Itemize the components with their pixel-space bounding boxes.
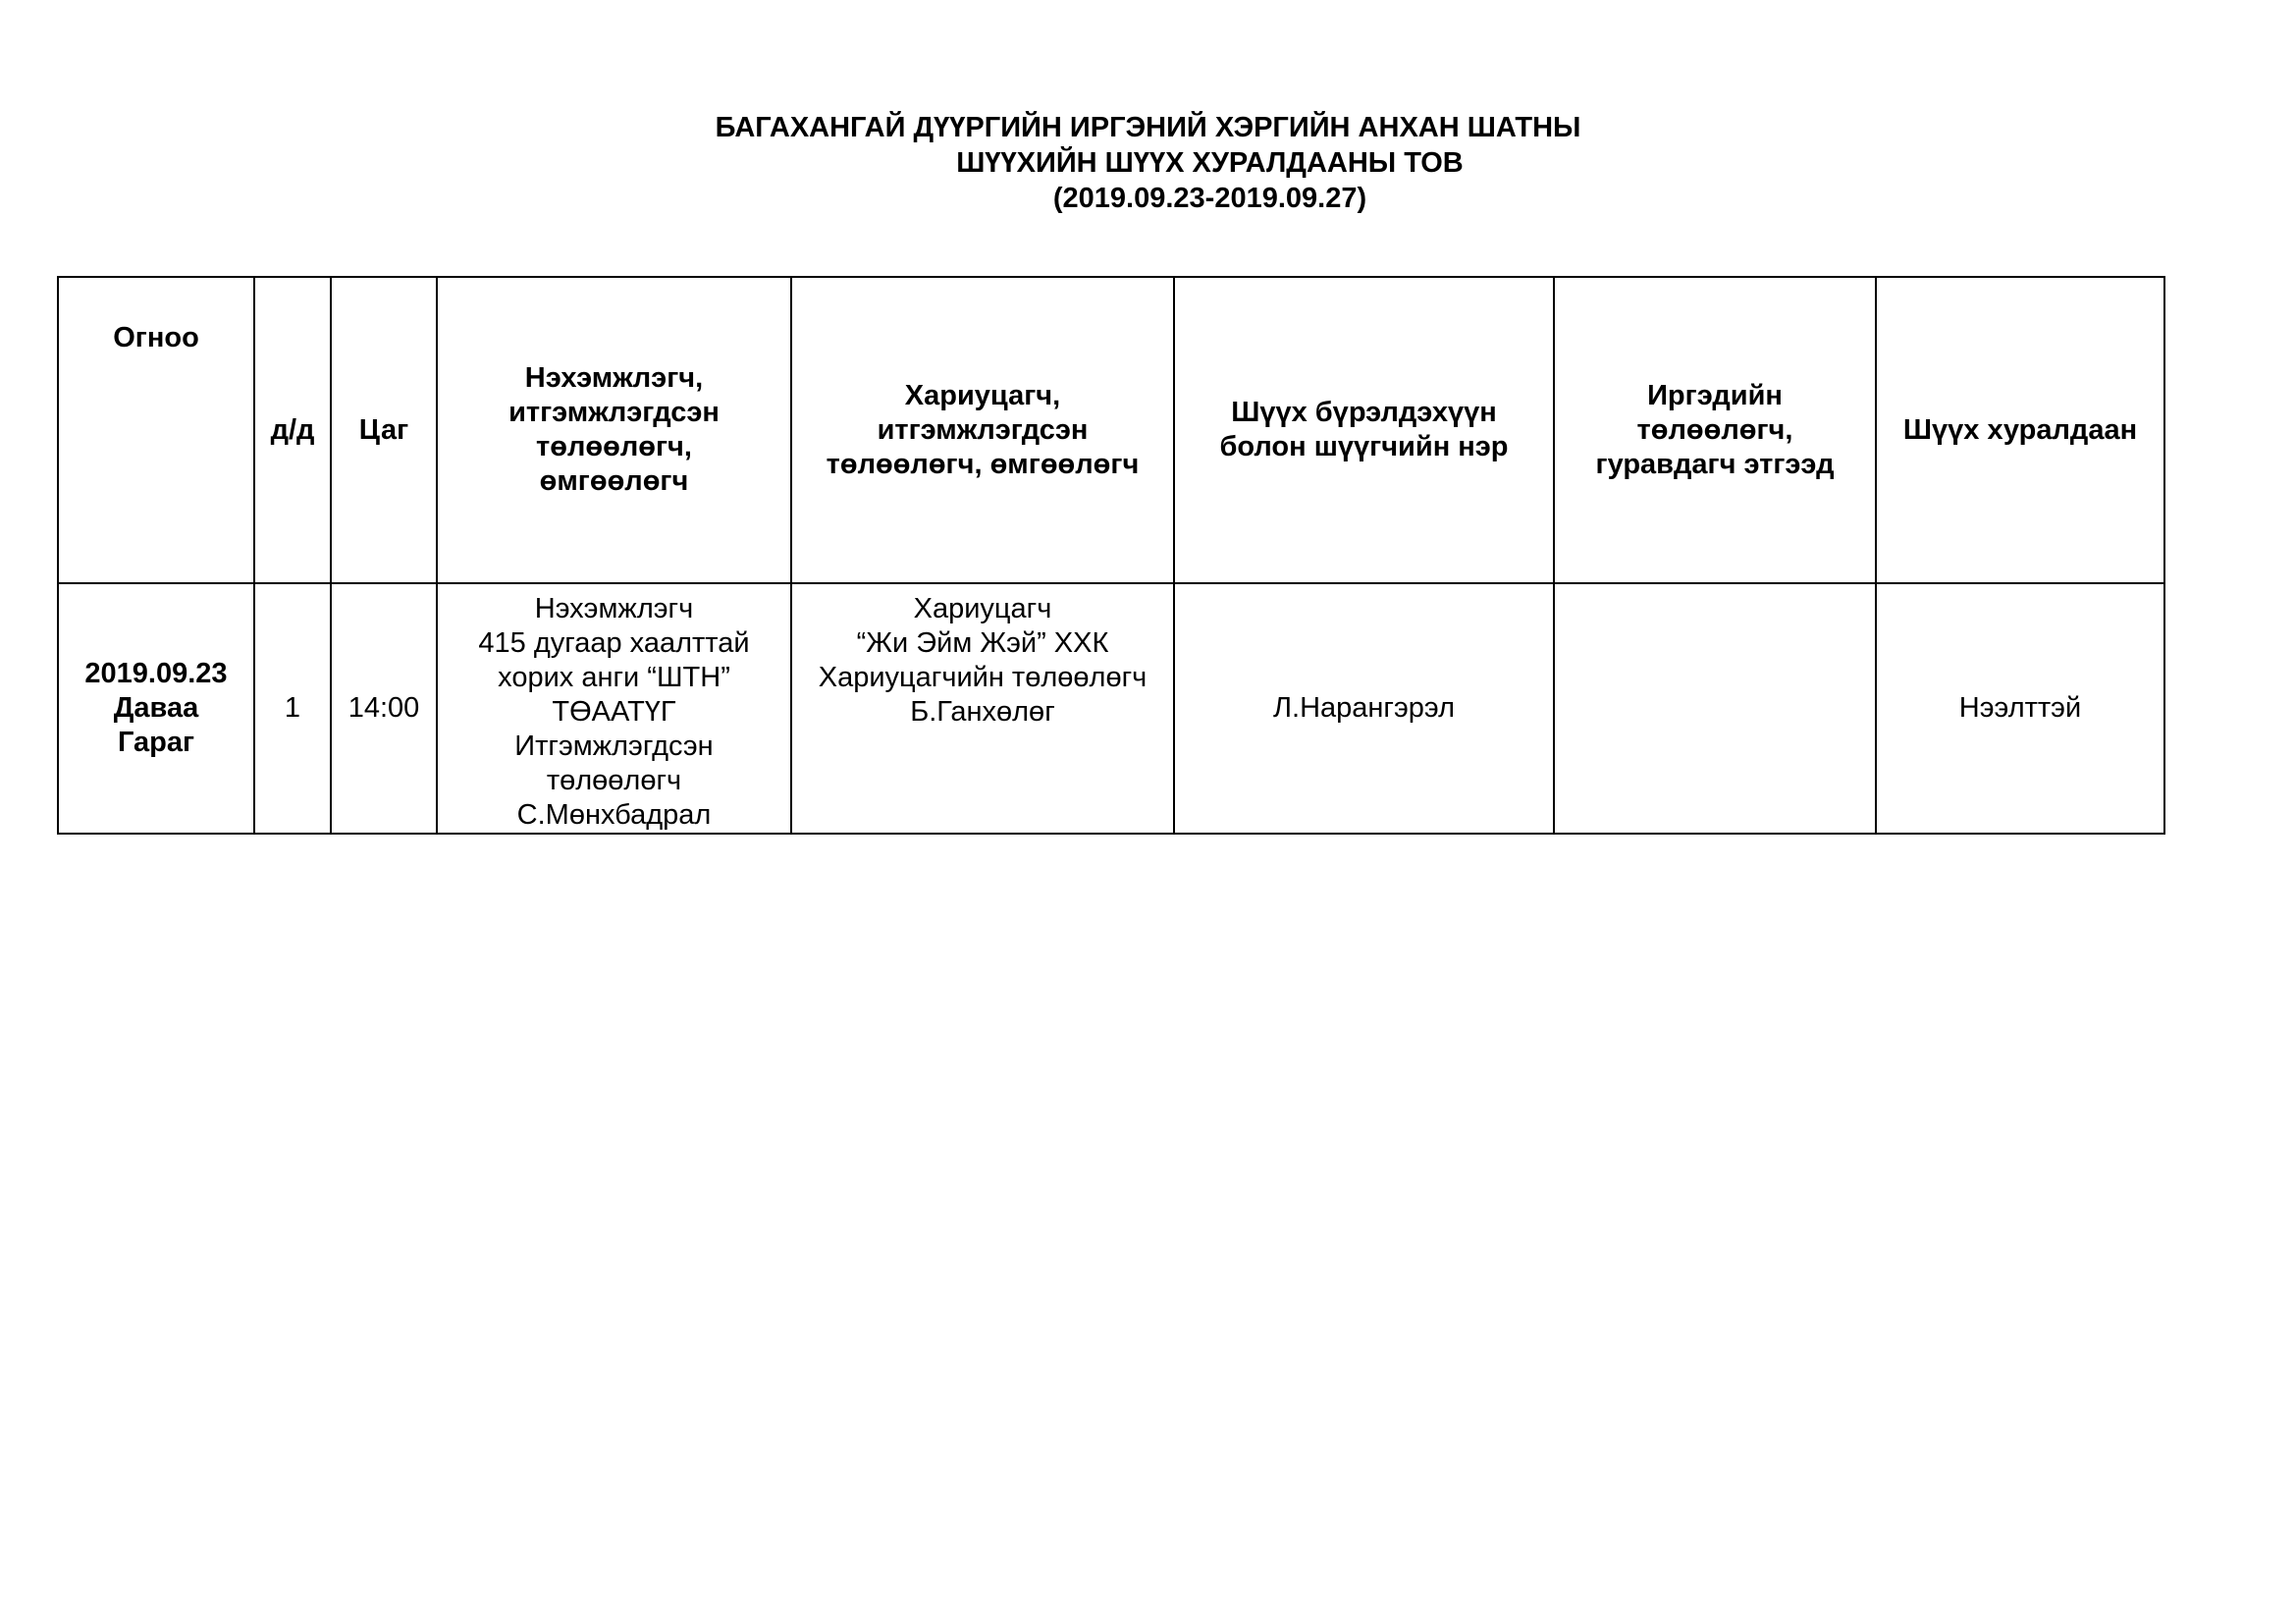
cell-number: 1 [254, 583, 331, 834]
cell-time: 14:00 [331, 583, 437, 834]
header-plaintiff: Нэхэмжлэгч, итгэмжлэгдсэн төлөөлөгч, өмгөөлөгч [437, 277, 791, 583]
title-line-3: (2019.09.23-2019.09.27) [1052, 183, 1367, 214]
cell-citizen-rep [1554, 583, 1876, 834]
header-judge: Шүүх бүрэлдэхүүн болон шүүгчийн нэр [1174, 277, 1554, 583]
title-line-1: БАГАХАНГАЙ ДҮҮРГИЙН ИРГЭНИЙ ХЭРГИЙН АНХАН ШАТНЫ [715, 112, 1581, 143]
hearing-schedule-table [57, 276, 2165, 835]
table-row [58, 583, 2164, 834]
cell-hearing: Нээлттэй [1876, 583, 2164, 834]
cell-date: 2019.09.23 Даваа Гараг [58, 583, 254, 834]
title-line-2: ШҮҮХИЙН ШҮҮХ ХУРАЛДААНЫ ТОВ [956, 147, 1464, 179]
header-hearing: Шүүх хуралдаан [1876, 277, 2164, 583]
document-title [0, 110, 2296, 216]
header-date: Огноо [58, 277, 254, 583]
header-row [58, 277, 2164, 583]
header-defendant: Хариуцагч, итгэмжлэгдсэн төлөөлөгч, өмгөөлөгч [791, 277, 1174, 583]
cell-judge: Л.Нарангэрэл [1174, 583, 1554, 834]
header-citizen-rep: Иргэдийн төлөөлөгч, гуравдагч этгээд [1554, 277, 1876, 583]
header-time: Цаг [331, 277, 437, 583]
cell-defendant: Хариуцагч “Жи Эйм Жэй” ХХК Хариуцагчийн төлөөлөгч Б.Ганхөлөг [791, 583, 1174, 834]
cell-plaintiff: Нэхэмжлэгч 415 дугаар хаалттай хорих анги “ШТН” ТӨААТҮГ Итгэмжлэгдсэн төлөөлөгч С.Мөнхбадрал [437, 583, 791, 834]
header-number: д/д [254, 277, 331, 583]
